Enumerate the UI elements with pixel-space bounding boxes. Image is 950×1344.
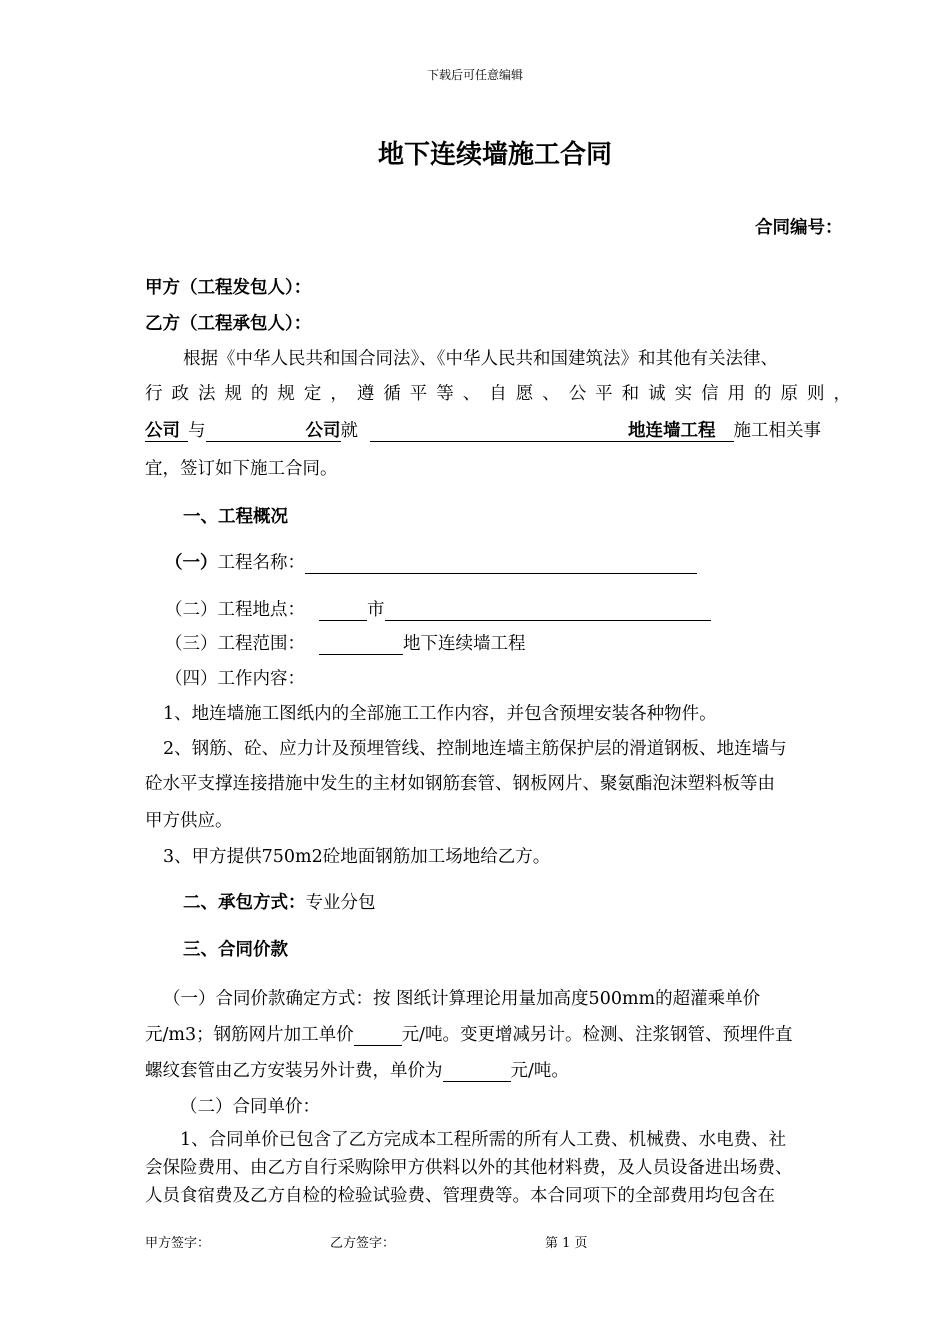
blank-address bbox=[385, 600, 711, 621]
blank-mesh-price bbox=[354, 1025, 402, 1046]
sleeve-text: 螺纹套管由乙方安装另外计费，单价为 bbox=[145, 1061, 443, 1081]
project-name-blank bbox=[305, 553, 697, 574]
price-unit-text: 元/m3；钢筋网片加工单价 bbox=[145, 1025, 354, 1045]
project-scope-row bbox=[165, 630, 526, 655]
section-3-heading: 三、合同价款 bbox=[183, 940, 288, 960]
work-item-3: 3、甲方提供750m2砼地面钢筋加工场地给乙方。 bbox=[163, 847, 551, 867]
unit-price-line-1: 1、合同单价已包含了乙方完成本工程所需的所有人工费、机械费、水电费、社 bbox=[180, 1130, 787, 1150]
project-name: 地连墙工程 bbox=[628, 421, 716, 441]
footer-page-number: 第 1 页 bbox=[545, 1236, 588, 1251]
blank-sleeve-price bbox=[443, 1061, 511, 1082]
price-method-line-3 bbox=[145, 1057, 569, 1082]
intro-tail: 施工相关事 bbox=[733, 421, 821, 441]
project-location-label: （二）工程地点： bbox=[165, 600, 305, 620]
unit-price-line-3: 人员食宿费及乙方自检的检验试验费、管理费等。本合同项下的全部费用均包含在 bbox=[145, 1186, 775, 1206]
page-title: 地下连续墙施工合同 bbox=[377, 140, 612, 170]
project-location-row bbox=[165, 596, 711, 621]
project-name-label: 工程名称： bbox=[217, 553, 305, 573]
header-note: 下载后可任意编辑 bbox=[426, 68, 523, 82]
price-method-line-1: （一）合同价款确定方式：按 图纸计算理论用量加高度500mm的超灌乘单价 bbox=[163, 989, 761, 1009]
blank bbox=[180, 421, 188, 442]
company-1: 公司 bbox=[145, 421, 180, 441]
blank-scope bbox=[319, 634, 403, 655]
blank-province bbox=[319, 600, 367, 621]
unit-price-line-2: 会保险费用、由乙方自行采购除甲方供料以外的其他材料费，及人员设备进出场费、 bbox=[145, 1158, 793, 1178]
city-text: 市 bbox=[367, 600, 385, 620]
section-2-heading: 二、承包方式： bbox=[183, 893, 306, 913]
intro-line-4: 宜，签订如下施工合同。 bbox=[145, 459, 338, 479]
price-change-text: 元/吨。变更增减另计。检测、注浆钢管、预埋件直 bbox=[401, 1025, 793, 1045]
section-2-row bbox=[183, 889, 376, 914]
section-1-heading: 一、工程概况 bbox=[183, 507, 288, 527]
sleeve-unit: 元/吨。 bbox=[510, 1061, 569, 1081]
footer-sign-a: 甲方签字： bbox=[145, 1236, 211, 1251]
scope-text: 地下连续墙工程 bbox=[403, 634, 526, 654]
intro-line-1: 根据《中华人民共和国合同法》、《中华人民共和国建筑法》和其他有关法律、 bbox=[183, 349, 778, 369]
with-text: 与 bbox=[188, 421, 206, 441]
regarding-text: 就 bbox=[340, 421, 358, 441]
unit-price-label: （二）合同单价： bbox=[180, 1097, 320, 1117]
item-label-1: （一） bbox=[165, 553, 218, 573]
intro-line-2: 行政法规的规定，遵循平等、自愿、公平和诚实信用的原则， bbox=[145, 384, 851, 404]
blank-company-2 bbox=[206, 421, 306, 442]
project-scope-label: （三）工程范围： bbox=[165, 634, 305, 654]
intro-line-3 bbox=[145, 417, 821, 442]
blank bbox=[716, 421, 734, 442]
work-item-2-line-1: 2、钢筋、砼、应力计及预埋管线、控制地连墙主筋保护层的滑道钢板、地连墙与 bbox=[163, 739, 787, 759]
footer-sign-b: 乙方签字： bbox=[330, 1236, 396, 1251]
project-name-row bbox=[165, 549, 697, 574]
work-item-1: 1、地连墙施工图纸内的全部施工工作内容，并包含预埋安装各种物件。 bbox=[163, 704, 717, 724]
party-a-label: 甲方（工程发包人）： bbox=[145, 278, 312, 298]
party-b-label: 乙方（工程承包人）： bbox=[145, 314, 312, 334]
work-content-label: （四）工作内容： bbox=[165, 669, 305, 689]
work-item-2-line-3: 甲方供应。 bbox=[145, 811, 233, 831]
work-item-2-line-2: 砼水平支撑连接措施中发生的主材如钢筋套管、钢板网片、聚氨酯泡沫塑料板等由 bbox=[145, 774, 775, 794]
price-method-line-2 bbox=[145, 1021, 793, 1046]
contract-mode: 专业分包 bbox=[305, 893, 376, 913]
blank-project bbox=[370, 421, 628, 442]
contract-number-label: 合同编号： bbox=[755, 218, 843, 238]
company-2: 公司 bbox=[305, 421, 341, 441]
